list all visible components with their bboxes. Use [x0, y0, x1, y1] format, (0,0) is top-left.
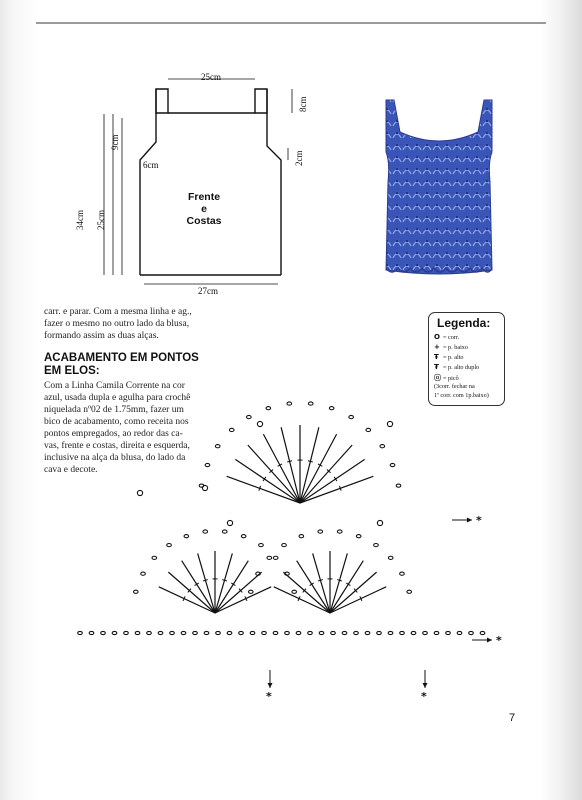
legend-row	[434, 353, 464, 361]
chain-stitch-icon: O	[434, 333, 440, 341]
picot-icon	[257, 421, 262, 426]
picot-icon: ⓞ	[434, 374, 441, 382]
instruction-line: vas, frente e costas, direita e esquerda,	[44, 441, 190, 451]
arrow-icon	[268, 683, 273, 688]
chain-stitch-icon	[349, 415, 354, 418]
chain-stitch-icon	[205, 463, 210, 466]
picot-icon	[377, 520, 382, 525]
double-crochet-icon	[203, 580, 208, 581]
chain-stitch-icon	[239, 631, 244, 634]
chain-stitch-icon	[287, 402, 292, 405]
panel-label	[184, 191, 224, 227]
double-crochet-icon	[287, 461, 292, 462]
instruction-line: bico de acabamento, como receita nos	[44, 417, 189, 427]
chain-stitch-icon	[250, 631, 255, 634]
chain-stitch-icon	[222, 530, 227, 533]
chain-stitch-icon	[390, 463, 395, 466]
chain-stitch-icon	[267, 556, 272, 559]
section-title-line2: EM ELOS:	[44, 365, 100, 377]
instruction-line: formando assim as duas alças.	[44, 331, 159, 341]
chain-stitch-icon	[266, 407, 271, 410]
chain-stitch-icon	[133, 590, 138, 593]
chain-stitch-icon	[203, 530, 208, 533]
repeat-marker: *	[421, 690, 427, 700]
chain-stitch-icon	[124, 631, 129, 634]
chain-stitch-icon	[273, 631, 278, 634]
chain-stitch-icon	[400, 631, 405, 634]
chain-stitch-icon	[329, 407, 334, 410]
chain-stitch-icon	[411, 631, 416, 634]
chain-stitch-icon	[227, 631, 232, 634]
chain-stitch-icon	[356, 535, 361, 538]
instruction-line: pontos empregados, ao redor das ca-	[44, 429, 183, 439]
double-crochet-icon: Ŧ	[434, 353, 439, 361]
legend-row	[434, 363, 479, 371]
repeat-marker: *	[476, 514, 482, 527]
chain-stitch-icon	[446, 631, 451, 634]
chain-stitch-icon	[216, 631, 221, 634]
picot-icon	[202, 485, 207, 490]
chain-stitch-icon	[158, 631, 163, 634]
chain-stitch-icon	[299, 535, 304, 538]
chain-stitch-icon	[262, 631, 267, 634]
chain-stitch-icon	[167, 543, 172, 546]
chain-stitch-icon	[135, 631, 140, 634]
legend-row	[434, 333, 459, 341]
chain-stitch-icon	[480, 631, 485, 634]
chain-stitch-icon	[423, 631, 428, 634]
chain-stitch-icon	[380, 445, 385, 448]
legend-title: Legenda:	[437, 316, 491, 330]
chain-stitch-icon	[292, 590, 297, 593]
legend-row	[434, 343, 468, 351]
chain-stitch-icon	[407, 590, 412, 593]
schematic-outline	[70, 70, 330, 305]
instruction-line: Com a Linha Camila Corrente na cor	[44, 381, 185, 391]
double-crochet-icon	[222, 580, 227, 581]
garment-schematic	[70, 70, 330, 305]
legend-row	[434, 373, 459, 383]
armhole-step-label: 2cm	[294, 150, 304, 166]
chain-stitch-icon	[170, 631, 175, 634]
section-title-line1: ACABAMENTO EM PONTOS	[44, 352, 199, 364]
chain-stitch-icon	[184, 535, 189, 538]
chain-stitch-icon	[331, 631, 336, 634]
chain-stitch-icon	[204, 631, 209, 634]
chain-stitch-icon	[285, 631, 290, 634]
chain-stitch-icon	[181, 631, 186, 634]
legend-label: (3corr. fechar na	[434, 383, 475, 390]
instruction-line: fazer o mesmo no outro lado da blusa,	[44, 319, 190, 329]
double-crochet-icon	[215, 553, 232, 613]
arrow-icon	[423, 683, 428, 688]
double-crochet-icon	[215, 572, 262, 613]
chain-stitch-icon	[308, 402, 313, 405]
chain-stitch-icon	[400, 572, 405, 575]
total-height-label: 34cm	[75, 210, 85, 230]
single-crochet-icon: +	[434, 343, 440, 351]
chain-stitch-icon	[101, 631, 106, 634]
double-crochet-icon	[318, 580, 323, 581]
double-crochet-icon	[308, 461, 313, 462]
chain-stitch-icon	[112, 631, 117, 634]
chain-stitch-icon	[248, 590, 253, 593]
chain-stitch-icon	[273, 556, 278, 559]
legend-label: = corr.	[443, 334, 460, 341]
chain-stitch-icon	[365, 631, 370, 634]
legend-label: = picô	[443, 375, 459, 382]
legend-label: = p. alto duplo	[443, 364, 480, 371]
section-title	[44, 352, 244, 378]
instruction-paragraph-1	[44, 306, 192, 342]
double-crochet-icon	[330, 572, 377, 613]
chain-stitch-icon	[308, 631, 313, 634]
top-width-label: 25cm	[201, 72, 221, 82]
instruction-line: azul, usada dupla e agulha para crochê	[44, 393, 191, 403]
chain-stitch-icon	[374, 543, 379, 546]
chain-stitch-icon	[141, 572, 146, 575]
instruction-line: cava e decote.	[44, 465, 98, 475]
top-rule	[36, 22, 546, 24]
double-crochet-icon	[337, 580, 342, 581]
double-crochet-icon	[330, 553, 347, 613]
picot-icon	[137, 490, 142, 495]
chain-stitch-icon	[215, 445, 220, 448]
chain-stitch-icon	[259, 543, 264, 546]
crochet-chart-svg	[60, 388, 520, 700]
chain-stitch-icon	[377, 631, 382, 634]
chain-stitch-icon	[147, 631, 152, 634]
arrow-icon	[467, 518, 472, 523]
picot-icon	[387, 421, 392, 426]
chain-stitch-icon	[434, 631, 439, 634]
legend-label: = p. baixo	[443, 344, 468, 351]
body-height-label: 25cm	[96, 210, 106, 230]
double-crochet-icon	[198, 553, 215, 613]
chain-stitch-icon	[229, 428, 234, 431]
chain-stitch-icon	[337, 530, 342, 533]
chain-stitch-icon	[396, 484, 401, 487]
crochet-chart	[60, 388, 520, 700]
garment-photo	[372, 92, 506, 280]
chain-stitch-icon	[318, 530, 323, 533]
double-crochet-icon	[313, 553, 330, 613]
repeat-marker: *	[496, 634, 502, 647]
chain-stitch-icon	[193, 631, 198, 634]
armhole-depth-label: 9cm	[110, 134, 120, 150]
chain-stitch-icon	[342, 631, 347, 634]
strap-drop-label: 8cm	[298, 96, 308, 112]
arrow-icon	[487, 638, 492, 643]
chain-stitch-icon	[282, 543, 287, 546]
chain-stitch-icon	[469, 631, 474, 634]
chain-stitch-icon	[388, 556, 393, 559]
instruction-line: niquelada nº02 de 1.75mm, fazer um	[44, 405, 184, 415]
bottom-width-label: 27cm	[198, 286, 218, 296]
page-number: 7	[509, 712, 516, 724]
chain-stitch-icon	[78, 631, 83, 634]
instruction-line: inclusive na alça da blusa, do lado da	[44, 453, 186, 463]
legend-label: 1ª corr. com 1p.baixo)	[434, 392, 489, 399]
shoulder-width-label: 6cm	[143, 160, 159, 170]
chain-stitch-icon	[366, 428, 371, 431]
panel-label-line2: e Costas	[186, 203, 222, 227]
chain-stitch-icon	[152, 556, 157, 559]
chain-stitch-icon	[296, 631, 301, 634]
panel-label-line1: Frente	[187, 191, 221, 203]
repeat-marker: *	[266, 690, 272, 700]
double-crochet-icon	[168, 572, 215, 613]
picot-icon	[227, 520, 232, 525]
chain-stitch-icon	[319, 631, 324, 634]
chain-stitch-icon	[241, 535, 246, 538]
chain-stitch-icon	[457, 631, 462, 634]
chain-stitch-icon	[89, 631, 94, 634]
chain-stitch-icon	[247, 415, 252, 418]
instruction-line: carr. e parar. Com a mesma linha e ag.,	[44, 307, 192, 317]
double-crochet-icon	[283, 572, 330, 613]
chain-stitch-icon	[354, 631, 359, 634]
treble-crochet-icon: ₮	[434, 363, 439, 371]
chain-stitch-icon	[388, 631, 393, 634]
legend-label: = p. alto	[443, 354, 464, 361]
